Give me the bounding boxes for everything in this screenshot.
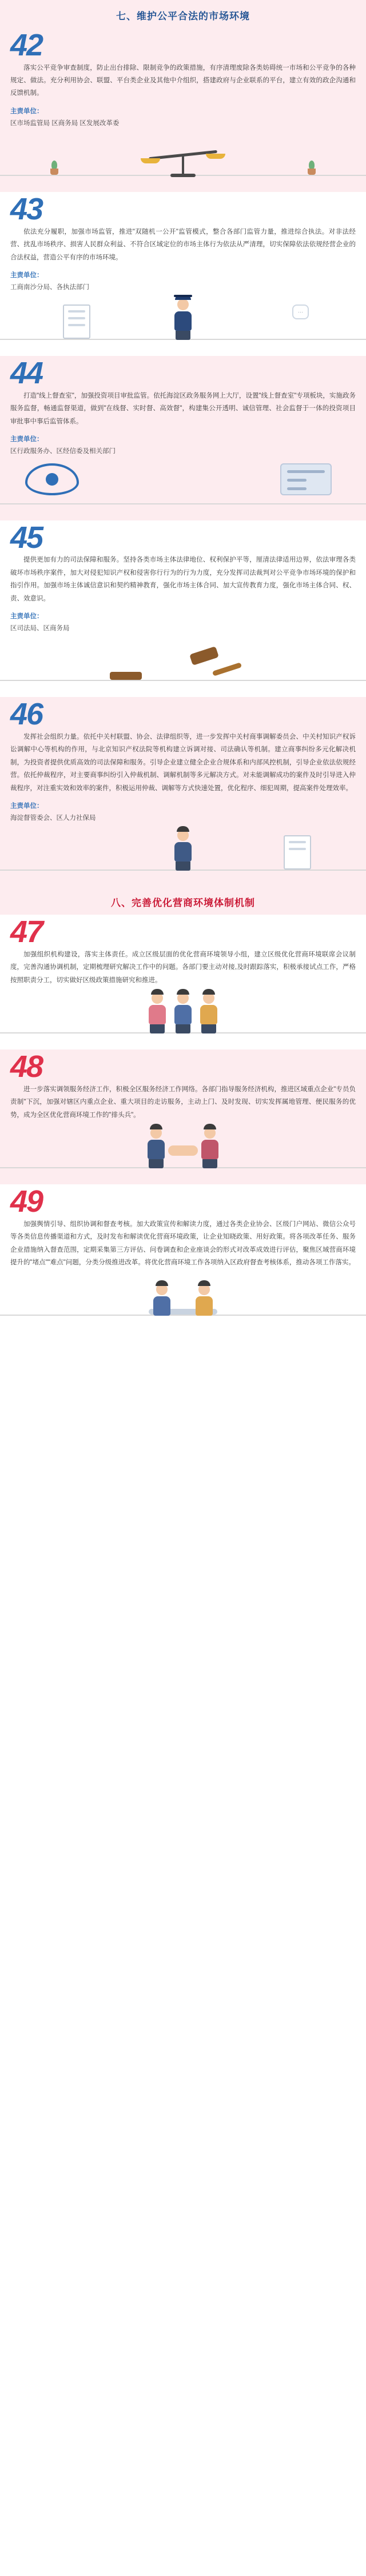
item-text-48: 进一步落实调领服务经济工作，积极全区服务经济工作网络。各部门指导服务经济机构，推进区域重点企业"专员负责制"下沉，加强对辖区内重点企业、重大项目的走访服务，主动上门、及时发现、切实发挥属地管理、便民服务的优势，成为全区优化营商环境工作的"排头兵"。 (10, 1085, 356, 1119)
monitor-card-icon (280, 463, 332, 495)
owner-label-44: 主责单位： (10, 436, 43, 443)
owner-value-44: 区行政服务办、区经信委及相关部门 (10, 448, 116, 455)
item-42 (0, 28, 366, 192)
item-47 (0, 915, 366, 1049)
item-text-44: 打造"线上督查室"，加强投资项目审批监管。依托海淀区政务服务网上大厅，设置"线上督查室"专项板块，实施政务服务监督，畅通监督渠道，做到"在线督、实时督、高效督"，构建集公开透明、诚信管理、社会监督于一体的投资项目审批事中事后监管体系。 (10, 392, 356, 425)
section-title-8: 八、完善优化营商环境体制机制 (111, 898, 255, 909)
illustration-balance-scale (0, 131, 366, 186)
owner-label-45: 主责单位： (10, 612, 43, 620)
section-header-8 (0, 887, 366, 915)
owner-label-42: 主责单位： (10, 107, 43, 115)
partner-figure-left (148, 1124, 165, 1168)
gavel-handle-icon (212, 663, 242, 677)
item-text-45: 提供更加有力的司法保障和服务。坚持各类市场主体法律地位、权利保护平等，厘清法律适用边界，依法审理各类破坏市场秩序案件，加大对侵犯知识产权和侵害你行行为的行为力度，充分发挥司法裁判对公平竞争市场环境的保护和指引作用。加强市场主体诚信意识和契约精神教育，强化市场主体合同、加大宣传教育力度，强化市场主体合同、权、责、效意识。 (10, 556, 356, 602)
item-owner-43 (10, 270, 356, 293)
item-owner-42 (10, 106, 356, 129)
item-text-47: 加强组织机构建设，落实主体责任。成立区级层面的优化营商环境领导小组，建立区级优化营商环境联席会议制度，完善沟通协调机制，定期梳理研究解决工作中的问题。各部门要主动对接,及时跟踪落实，积极承接试点工作，严格按照职责分工，切实做好区级政策措施研究和推进。 (10, 951, 356, 984)
gavel-block-icon (110, 672, 142, 680)
businessman-figure (174, 826, 192, 871)
item-number-49: 49 (10, 1184, 43, 1219)
meeting-figure (196, 1280, 213, 1316)
meeting-figure (153, 1280, 170, 1316)
speech-bubble: ··· (292, 305, 309, 319)
illustration-meeting (0, 1271, 366, 1326)
illustration-officer (0, 295, 366, 350)
document-icon (63, 305, 90, 339)
item-number-42: 42 (10, 28, 43, 62)
illustration-businessman (0, 826, 366, 881)
eye-icon (25, 463, 79, 495)
handshake-icon (168, 1145, 198, 1156)
item-number-45: 45 (10, 520, 43, 555)
section-header-7 (0, 0, 366, 28)
item-text-42: 落实公平竞争审查制度，防止出台排除、限制竞争的政策措施，有序清理废除各类妨碍统一市场和公平竞争的各种规定、做法。充分利用协会、联盟、平台类企业及其他中介组织，搭建政府与企业联系的平台，建立有效的政企沟通和反馈机制。 (10, 64, 356, 97)
plant-icon (49, 160, 59, 175)
owner-value-45: 区司法局、区商务局 (10, 624, 70, 632)
illustration-gavel (0, 636, 366, 691)
team-member-figure (200, 989, 217, 1033)
owner-value-43: 工商南沙分局、各执法部门 (10, 283, 89, 291)
plant-icon (307, 160, 317, 175)
item-number-48: 48 (10, 1049, 43, 1084)
owner-label-46: 主责单位： (10, 803, 43, 810)
team-member-figure (149, 989, 166, 1033)
owner-value-42: 区市场监管局 区商务局 区发展改革委 (10, 119, 120, 127)
item-48 (0, 1049, 366, 1184)
item-owner-46 (10, 800, 356, 824)
item-number-47: 47 (10, 915, 43, 950)
item-44 (0, 356, 366, 520)
owner-label-43: 主责单位： (10, 272, 43, 279)
item-text-43: 依法充分履职，加强市场监管，推进"双随机一公开"监管模式，整合各部门监管力量，推进综合执法。对非法经营、扰乱市场秩序、损害人民群众利益、不符合区域定位的市场主体行为依法从严清理，切实保障依法依规经营企业的合法权益，营造公平有序的市场环境。 (10, 228, 356, 261)
section-title-7: 七、维护公平合法的市场环境 (116, 11, 250, 22)
illustration-supervision (0, 460, 366, 515)
item-number-43: 43 (10, 192, 43, 227)
item-text-49: 加强舆情引导、组织协调和督查考核。加大政策宣传和解读力度，通过各类企业协会、区级门户网站、微信公众号等各类信息传播渠道和方式，及时发布和解读优化营商环境政策，让企业知晓政策、用好政策。将各项改革任务、服务企业措施纳入督查范围，定期采集第三方评估、问卷调查和企业座谈会的形式对改革成效进行评估，聚焦区域营商环境提升的"堵点""难点"问题，分类分级推进改革。将优化营商环境工作各项纳入区政府督查考核体系，推动各项工作落实。 (10, 1220, 356, 1267)
team-member-figure (174, 989, 192, 1033)
gavel-head-icon (189, 646, 219, 666)
partner-figure-right (201, 1124, 218, 1168)
illustration-handshake (0, 1124, 366, 1179)
item-45 (0, 520, 366, 698)
owner-value-46: 海淀督管委会、区人力社保局 (10, 814, 96, 822)
briefcase-icon (284, 835, 311, 870)
item-owner-45 (10, 611, 356, 634)
officer-figure (174, 291, 192, 340)
item-43 (0, 192, 366, 356)
item-text-46: 发挥社会组织力量。依托中关村联盟、协会、法律组织等，进一步发挥中关村商事调解委员会、中关村知识产权诉讼调解中心等机构的作用，与北京知识产权法院等机构建立诉调对接、司法确认等机制。建立商事纠纷多元化解决机制，为投资者提供优质高效的司法保障和服务。引导企业建立健全企业合规体系和内部风控机制，引导企业依法依规经营。依托仲裁程序，对主要商事纠纷引入仲裁机制、调解机制等多元解决方式。对未能调解成功的案件及时引导进入仲裁程序，对注重实效和效率的案件，积极运用仲裁、调解等方式快速处置，优化程序、细犯周期，提高案件处理效率。 (10, 733, 356, 792)
item-46 (0, 697, 366, 887)
item-number-46: 46 (10, 697, 43, 732)
item-49 (0, 1184, 366, 1332)
illustration-team (0, 989, 366, 1044)
item-number-44: 44 (10, 356, 43, 391)
item-owner-44 (10, 434, 356, 457)
